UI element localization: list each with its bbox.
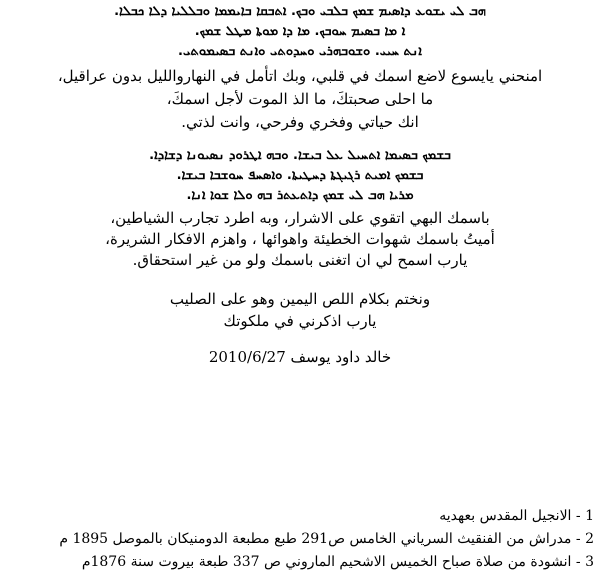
syriac-line-2-1: ܒܫܡܟ ܒܣܝܡܐ ܐܬܚܝܠ ܥܠ ܒܝܫܐ. ܘܒܗ ܐܛܪܘܕ ܢܣܝܘܢܐ ܕܫܐܕܐ. <box>149 148 451 163</box>
syriac-line-1-1: ܗܒ ܠܝ ܝܫܘܥ ܕܐܣܝܡ ܫܡܟ ܒܠܒܝ ܘܒܟ. ܐܬܒܩܐ ܒܐܝܡܡܐ ܘܒܠܠܝܐ ܕܠܐ ܟܒܠܐ. <box>114 4 486 19</box>
arabic-line-2-2: أميتُ باسمك شهوات الخطيئة واهوائها ، واهزم الافكار الشريرة، <box>105 230 495 248</box>
footnote-3: 3 - انشودة من صلاة صباح الخميس الاشحيم الماروني ص 337 طبعة بيروت سنة 1876م <box>81 554 594 570</box>
syriac-line-1-3: ܐܢܬ ܚܝܝ. ܘܫܘܒܗܪܝ ܘܚܕܘܬܝ ܘܐܢܬ ܒܣܝܡܘܬܝ. <box>178 44 422 59</box>
arabic-line-1-3: انك حياتي وفخري وفرحي، وانت لذتي. <box>181 113 419 131</box>
syriac-line-2-3: ܡܪܝܐ ܗܒ ܠܝ ܫܡܟ ܕܐܬܥܬܪ ܒܗ ܘܠܐ ܫܘܐ ܐܢܐ. <box>186 188 414 203</box>
closing-line-1: ونختم بكلام اللص اليمين وهو على الصليب <box>169 290 431 308</box>
signature-line: خالد داود يوسف 2010/6/27 <box>208 348 392 366</box>
footnote-2: 2 - مدراش من الفنقيث السرياني الخامس ص291 طبع مطبعة الدومنيكان بالموصل 1895 م <box>59 531 594 547</box>
arabic-line-1-1: امنحني يايسوع لاضع اسمك في قلبي، وبك اتأمل في النهاروالليل بدون عراقيل، <box>57 67 543 85</box>
syriac-line-2-2: ܒܫܡܟ ܐܡܝܬ ܪܓܝܓܬܐ ܕܚܛܝܬܐ. ܘܐܣܚܦ ܚܘܫܒܐ ܒܝܫܐ. <box>176 168 424 183</box>
arabic-line-2-3: يارب اسمح لي ان اتغنى باسمك ولو من غير استحقاق. <box>132 251 468 269</box>
syriac-line-1-2: ܐ ܡܐ ܒܣܝܡ ܚܘܒܟ. ܡܐ ܕܐ ܡܘܬܐ ܡܛܠ ܫܡܟ. <box>194 24 406 39</box>
arabic-line-1-2: ما احلى صحبتكَ، ما الذ الموت لأجل اسمكَ، <box>166 90 434 108</box>
closing-line-2: يارب اذكرني في ملكوتك <box>223 312 377 330</box>
arabic-line-2-1: باسمك البهي اتقوي على الاشرار، وبه اطرد تجارب الشياطين، <box>110 209 490 227</box>
footnote-1: 1 - الانجيل المقدس بعهديه <box>439 508 594 524</box>
